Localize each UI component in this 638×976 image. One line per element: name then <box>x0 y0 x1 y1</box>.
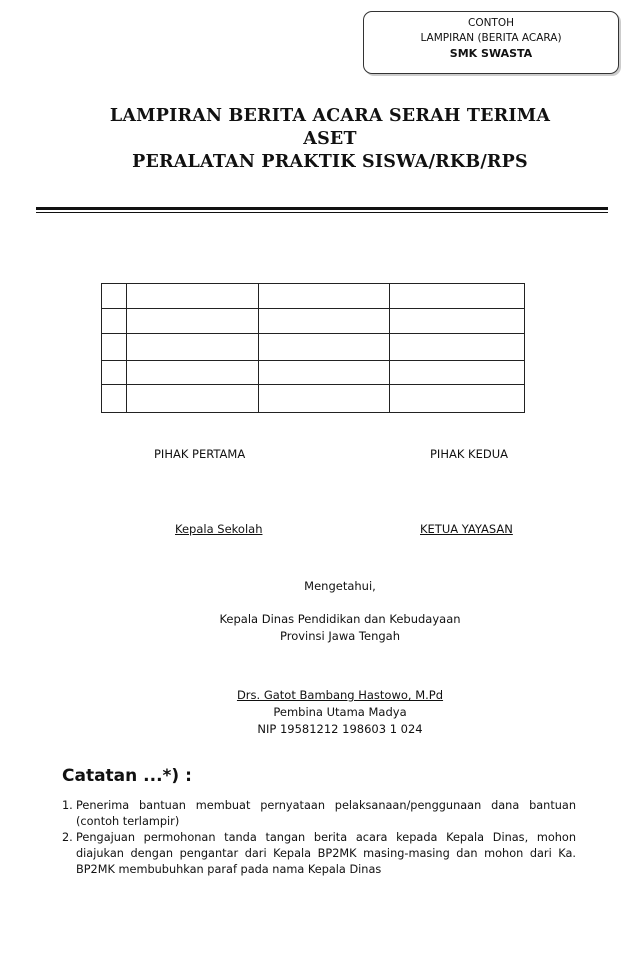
table-cell <box>127 309 259 334</box>
table-cell <box>127 334 259 361</box>
table-row <box>102 385 525 413</box>
table-cell <box>102 309 127 334</box>
official-signature-block <box>120 687 560 738</box>
mengetahui-label: Mengetahui, <box>304 579 376 593</box>
dinas-line-2: Provinsi Jawa Tengah <box>280 629 400 643</box>
table-cell <box>390 284 525 309</box>
stamp-line-lampiran: LAMPIRAN (BERITA ACARA) <box>420 32 562 44</box>
official-name: Drs. Gatot Bambang Hastowo, M.Pd <box>236 688 444 702</box>
table-cell <box>259 361 390 385</box>
catatan-list <box>62 798 576 878</box>
pihak-pertama-label: PIHAK PERTAMA <box>154 447 246 461</box>
table-cell <box>102 334 127 361</box>
list-item-text: Penerima bantuan membuat pernyataan pelaksanaan/penggunaan dana bantuan (contoh terlampir) <box>76 799 576 828</box>
title-line-1: LAMPIRAN BERITA ACARA SERAH TERIMA <box>109 106 551 126</box>
table-cell <box>390 334 525 361</box>
list-item <box>62 798 576 830</box>
table-cell <box>102 284 127 309</box>
official-rank: Pembina Utama Madya <box>273 705 407 719</box>
title-divider-thick <box>36 207 608 210</box>
title-divider-thin <box>36 212 608 213</box>
table-cell <box>127 385 259 413</box>
dinas-line-1: Kepala Dinas Pendidikan dan Kebudayaan <box>219 612 461 626</box>
table-cell <box>259 284 390 309</box>
table-cell <box>259 309 390 334</box>
stamp-line-contoh: CONTOH <box>467 17 515 29</box>
table-row <box>102 309 525 334</box>
table-row <box>102 361 525 385</box>
table-cell <box>259 334 390 361</box>
list-item <box>62 830 576 878</box>
kepala-sekolah-signature: Kepala Sekolah <box>175 522 263 536</box>
list-item-number: 2. <box>62 831 73 844</box>
dinas-title <box>120 611 560 645</box>
pihak-kedua-label: PIHAK KEDUA <box>430 447 508 461</box>
document-title <box>60 105 600 174</box>
table-cell <box>259 385 390 413</box>
catatan-heading: Catatan ...*) : <box>62 766 192 786</box>
official-nip: NIP 19581212 198603 1 024 <box>257 722 423 736</box>
table-cell <box>127 284 259 309</box>
title-line-2: ASET <box>303 129 357 149</box>
table-cell <box>390 309 525 334</box>
table-cell <box>102 361 127 385</box>
table-row <box>102 334 525 361</box>
list-item-text: Pengajuan permohonan tanda tangan berita acara kepada Kepala Dinas, mohon diajukan dengan pengantar dari Kepala BP2MK masing-masing dan mohon dari Ka. BP2MK membubuhkan paraf pada nama Kepala Dinas <box>76 831 576 876</box>
table-row <box>102 284 525 309</box>
table-cell <box>390 361 525 385</box>
table-cell <box>390 385 525 413</box>
table-cell <box>127 361 259 385</box>
list-item-number: 1. <box>62 799 73 812</box>
asset-table <box>101 283 525 413</box>
ketua-yayasan-signature: KETUA YAYASAN <box>420 522 513 536</box>
title-line-3: PERALATAN PRAKTIK SISWA/RKB/RPS <box>132 152 528 172</box>
stamp-line-smk: SMK SWASTA <box>449 47 533 60</box>
sample-stamp-box <box>363 11 619 74</box>
table-cell <box>102 385 127 413</box>
